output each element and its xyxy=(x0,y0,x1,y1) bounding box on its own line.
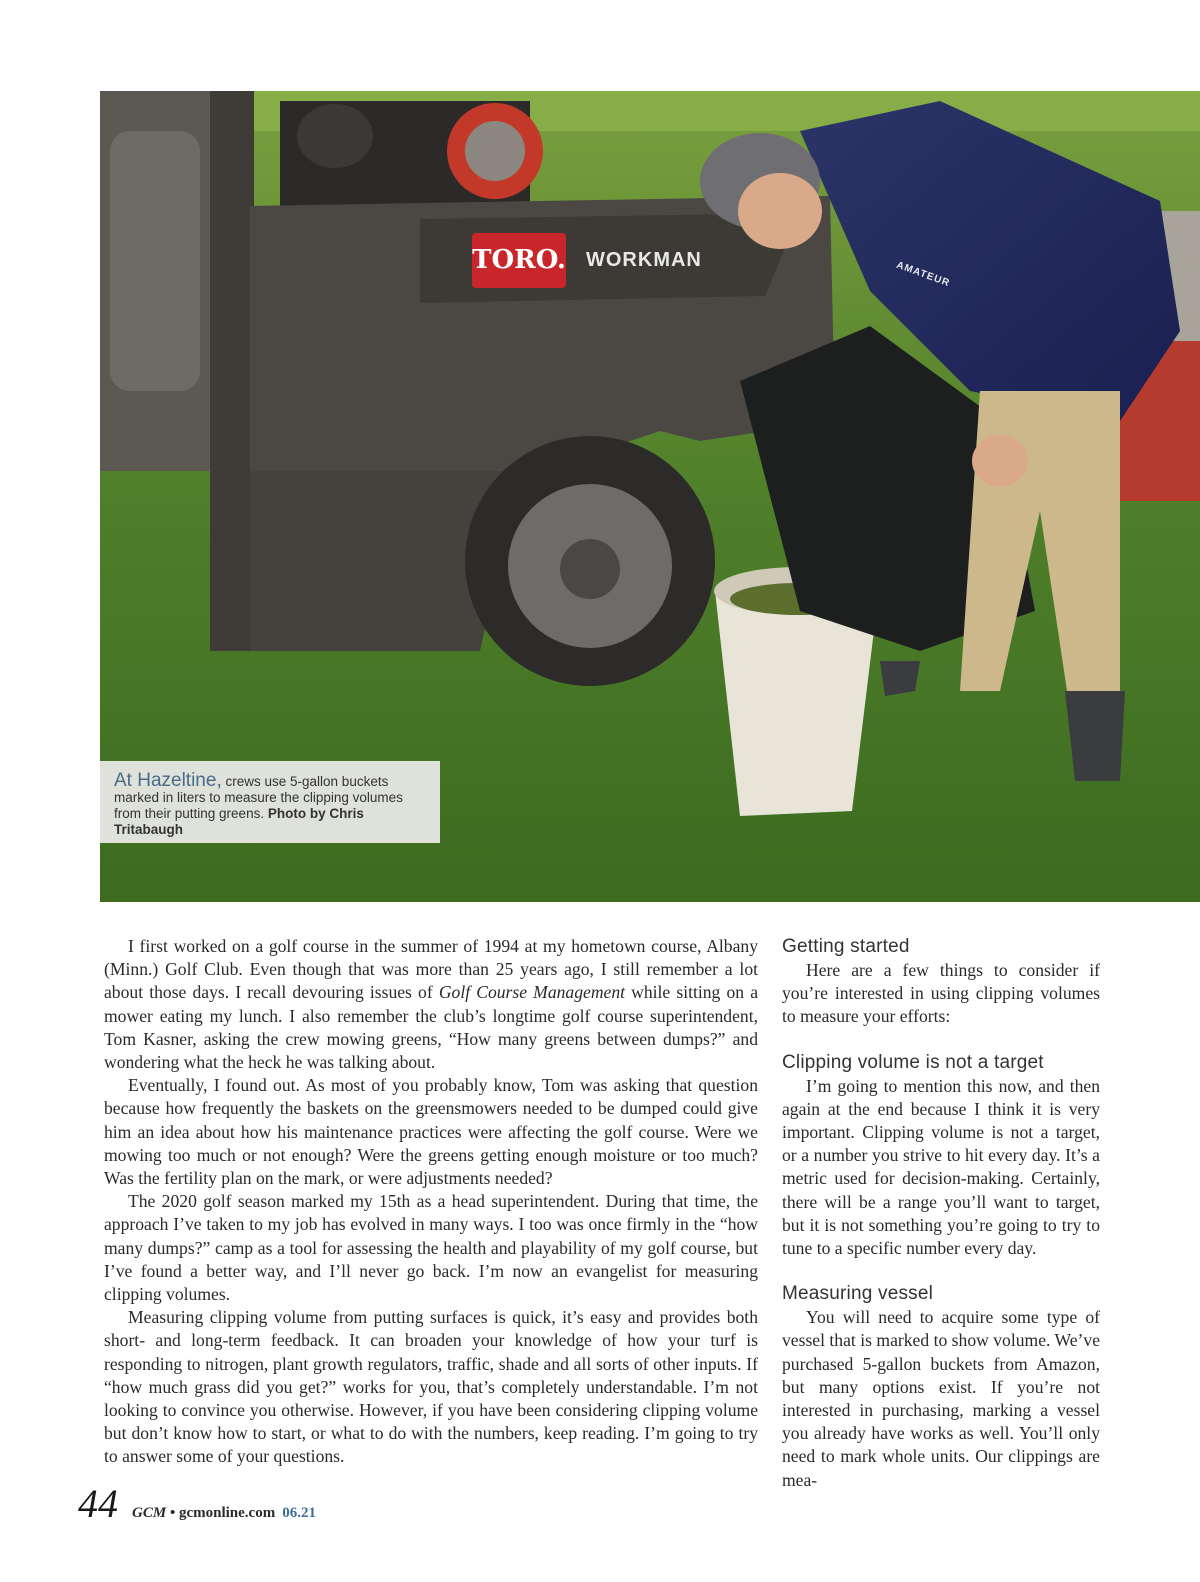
shirt-text: AMATEUR xyxy=(894,259,952,290)
body-paragraph: You will need to acquire some type of vessel that is marked to show volume. We’ve purchased 5-gallon buckets from Amazon, but many options exist. If you’re not interested in purchasing, marking a vessel you already have works as well. You’ll only need to mark whole units. Our clippings are mea- xyxy=(782,1307,1100,1490)
body-paragraph xyxy=(104,935,758,1074)
workman-label: WORKMAN xyxy=(586,249,702,271)
body-paragraph: I’m going to mention this now, and then again at the end because I think it is very important. Clipping volume is not a target, or a number you strive to hit every day. It’s a metric used for decision-making. Certainly, there will be a range you’ll want to target, but it is not something you’re going to try to tune to a specific number every day. xyxy=(782,1075,1100,1259)
body-paragraph: Measuring clipping volume from putting surfaces is quick, it’s easy and provides both short- and long-term feedback. It can broaden your knowledge of how your turf is responding to nitrogen, plant growth regulators, traffic, shade and all sorts of other inputs. If “how much grass did you get?” works for you, that’s completely understandable. I’m not looking to convince you otherwise. However, if you have been considering clipping volume but don’t know how to start, or what to do with the numbers, keep reading. I’m going to try to answer some of your questions. xyxy=(104,1307,758,1467)
page-footer xyxy=(78,1480,316,1540)
caption-credit: Photo by Chris Tritabaugh xyxy=(114,806,364,837)
photo-caption xyxy=(100,761,440,843)
section-heading: Clipping volume is not a target xyxy=(782,1051,1044,1073)
caption-text: crews use 5-gallon buckets marked in liters to measure the clipping volumes from their putting greens. xyxy=(114,774,403,821)
toro-badge: TORO. xyxy=(472,233,566,288)
body-paragraph: Eventually, I found out. As most of you probably know, Tom was asking that question because how frequently the baskets on the greensmowers needed to be dumped could give him an idea about how his maintenance practices were affecting the golf course. Were we mowing too much or not enough? Were the greens getting enough moisture or too much? Was the fertility plan on the mark, or were adjustments needed? xyxy=(104,1075,758,1189)
body-paragraph: Here are a few things to consider if you’re interested in using clipping volumes to measure your efforts: xyxy=(782,960,1100,1027)
section-heading: Measuring vessel xyxy=(782,1283,934,1305)
caption-lead: At Hazeltine, xyxy=(114,770,222,791)
body-paragraph: The 2020 golf season marked my 15th as a head superintendent. During that time, the approach I’ve taken to my job has evolved in many ways. I too was once firmly in the “how many dumps?” camp as a tool for assessing the health and playability of my golf course, but I’ve found a better way, and I’ll never go back. I’m now an evangelist for measuring clipping volumes. xyxy=(104,1191,758,1305)
publication-title: Golf Course Management xyxy=(438,982,626,1003)
publication-abbrev: GCM xyxy=(132,1505,167,1521)
main-article-column xyxy=(104,935,758,1469)
section-heading: Getting started xyxy=(782,936,910,957)
sidebar-column xyxy=(782,935,1100,1492)
page-number: 44 xyxy=(78,1481,118,1526)
paragraph-text: while sitting on a mower eating my lunch. I also remember the club’s longtime golf course superintendent, Tom Kasner, asking the crew mowing greens, “How many greens between dumps?” and wondering what the heck he was talking about. xyxy=(104,982,759,1073)
website-link[interactable]: gcmonline.com xyxy=(178,1505,276,1521)
separator: • xyxy=(166,1505,179,1521)
publication-name xyxy=(132,1505,275,1522)
issue-date: 06.21 xyxy=(282,1505,316,1521)
paragraph-text: I first worked on a golf course in the summer of 1994 at my hometown course, Albany (Minn.) Golf Club. Even though that was more than 25 years ago, I still remember a lot about those days. I recall devouring issues of xyxy=(104,936,758,1003)
